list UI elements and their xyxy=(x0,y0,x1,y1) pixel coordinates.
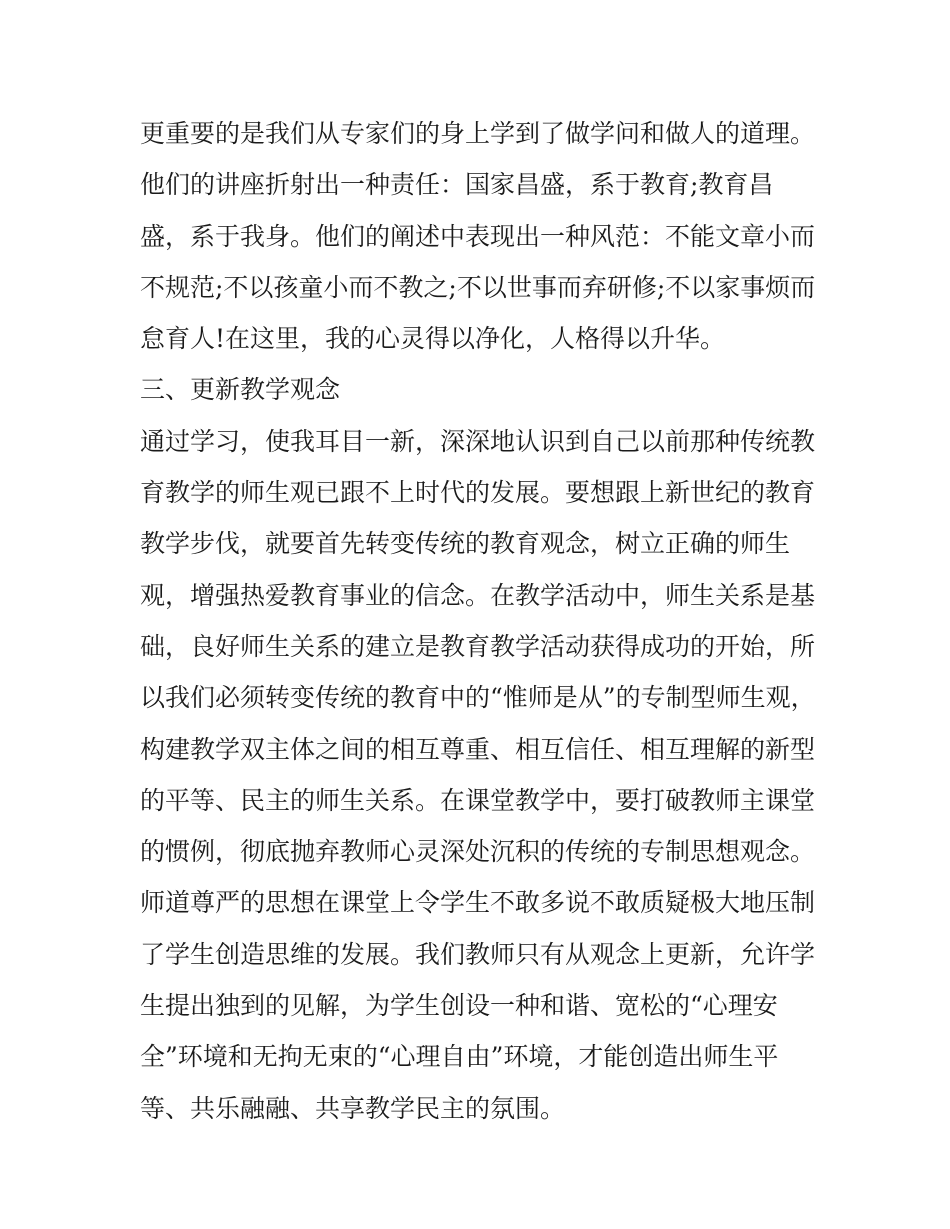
text-line-14: 的平等、民主的师生关系。在课堂教学中，要打破教师主课堂 xyxy=(140,785,816,815)
text-line-16: 师道尊严的思想在课堂上令学生不敢多说不敢质疑极大地压制 xyxy=(140,888,816,918)
text-line-9: 教学步伐，就要首先转变传统的教育观念，树立正确的师生 xyxy=(140,529,791,559)
section-heading: 三、更新教学观念 xyxy=(140,375,341,405)
text-line-7: 通过学习，使我耳目一新，深深地认识到自己以前那种传统教 xyxy=(140,426,816,456)
text-line-3: 盛，系于我身。他们的阐述中表现出一种风范：不能文章小而 xyxy=(140,221,816,251)
text-line-2: 他们的讲座折射出一种责任：国家昌盛，系于教育;教育昌 xyxy=(140,170,774,200)
text-line-12: 以我们必须转变传统的教育中的“惟师是从”的专制型师生观， xyxy=(140,683,816,713)
text-line-1: 更重要的是我们从专家们的身上学到了做学问和做人的道理。 xyxy=(140,119,816,148)
text-line-13: 构建教学双主体之间的相互尊重、相互信任、相互理解的新型 xyxy=(140,734,816,764)
text-line-10: 观，增强热爱教育事业的信念。在教学活动中，师生关系是基 xyxy=(140,580,816,610)
text-line-15: 的惯例，彻底抛弃教师心灵深处沉积的传统的专制思想观念。 xyxy=(140,837,816,867)
document-body xyxy=(140,108,820,1134)
text-line-18: 生提出独到的见解，为学生创设一种和谐、宽松的“心理安 xyxy=(140,991,778,1021)
text-line-19: 全”环境和无拘无束的“心理自由”环境，才能创造出师生平 xyxy=(140,1042,779,1072)
text-line-11: 础，良好师生关系的建立是教育教学活动获得成功的开始，所 xyxy=(140,631,816,661)
text-line-17: 了学生创造思维的发展。我们教师只有从观念上更新，允许学 xyxy=(140,939,816,969)
text-line-4: 不规范;不以孩童小而不教之;不以世事而弃研修;不以家事烦而 xyxy=(140,272,816,302)
text-line-20: 等、共乐融融、共享教学民主的氛围。 xyxy=(140,1093,566,1123)
text-line-5: 怠育人!在这里，我的心灵得以净化，人格得以升华。 xyxy=(140,324,726,354)
text-line-8: 育教学的师生观已跟不上时代的发展。要想跟上新世纪的教育 xyxy=(140,478,816,508)
